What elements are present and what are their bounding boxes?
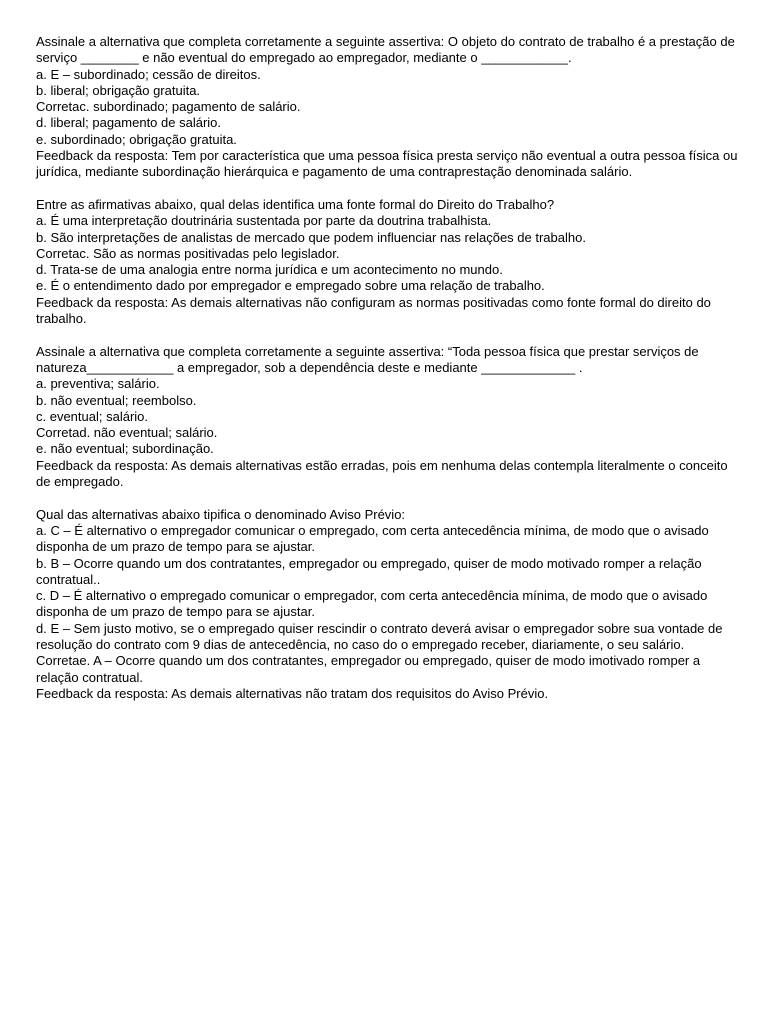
option-d: d. liberal; pagamento de salário. — [36, 115, 222, 131]
option-a: a. É uma interpretação doutrinária sustentada por parte da doutrina trabalhista. — [36, 213, 492, 229]
document-page — [36, 34, 744, 718]
question-block-1 — [36, 34, 744, 181]
question-text: Qual das alternativas abaixo tipifica o denominado Aviso Prévio: — [36, 506, 406, 522]
option-b: b. São interpretações de analistas de mercado que podem influenciar nas relações de trabalho. — [36, 229, 586, 245]
option-c-correct: Corretac. São as normas positivadas pelo legislador. — [36, 245, 340, 261]
option-e-correct: Corretae. A – Ocorre quando um dos contratantes, empregador ou empregado, quiser de modo imotivado romper a relação contratual. — [36, 653, 701, 685]
feedback-text: Feedback da resposta: Tem por característica que uma pessoa física presta serviço não eventual a outra pessoa física ou jurídica, mediante subordinação hierárquica e pagamento de uma contraprestação denominada salário. — [36, 148, 738, 180]
question-text: Entre as afirmativas abaixo, qual delas identifica uma fonte formal do Direito do Trabalho? — [36, 196, 555, 212]
option-e: e. É o entendimento dado por empregador e empregado sobre uma relação de trabalho. — [36, 278, 545, 294]
option-d-correct: Corretad. não eventual; salário. — [36, 425, 218, 441]
option-c: c. D – É alternativo o empregado comunicar o empregador, com certa antecedência mínima, de modo que o avisado disponha de um prazo de tempo para se ajustar. — [36, 588, 708, 620]
option-a: a. E – subordinado; cessão de direitos. — [36, 66, 261, 82]
feedback-text: Feedback da resposta: As demais alternativas estão erradas, pois em nenhuma delas contempla literalmente o conceito de empregado. — [36, 457, 728, 490]
option-e: e. não eventual; subordinação. — [36, 441, 214, 457]
feedback-text: Feedback da resposta: As demais alternativas não tratam dos requisitos do Aviso Prévio. — [36, 685, 549, 701]
option-b: b. não eventual; reembolso. — [36, 392, 197, 408]
option-c-correct: Corretac. subordinado; pagamento de salário. — [36, 99, 301, 115]
question-text: Assinale a alternativa que completa corretamente a seguinte assertiva: O objeto do contrato de trabalho é a prestação de serviço ________ e não eventual do empregado ao empregador, mediante o ____________. — [36, 34, 735, 66]
question-block-4 — [36, 507, 744, 703]
option-d: d. Trata-se de uma analogia entre norma jurídica e um acontecimento no mundo. — [36, 262, 503, 278]
question-block-3 — [36, 344, 744, 491]
option-c: c. eventual; salário. — [36, 408, 149, 424]
option-b: b. B – Ocorre quando um dos contratantes, empregador ou empregado, quiser de modo motivado romper a relação contratual.. — [36, 555, 702, 587]
option-a: a. preventiva; salário. — [36, 376, 160, 392]
option-e: e. subordinado; obrigação gratuita. — [36, 131, 237, 147]
option-d: d. E – Sem justo motivo, se o empregado quiser rescindir o contrato deverá avisar o empregador sobre sua vontade de resolução do contrato com 9 dias de antecedência, no caso do o empregado receber, diariamente, o seu salário. — [36, 620, 723, 652]
question-text: Assinale a alternativa que completa corretamente a seguinte assertiva: “Toda pessoa física que prestar serviços de natureza____________ a empregador, sob a dependência deste e mediante _____________ . — [36, 343, 699, 375]
option-b: b. liberal; obrigação gratuita. — [36, 82, 201, 98]
question-block-2 — [36, 197, 744, 327]
feedback-text: Feedback da resposta: As demais alternativas não configuram as normas positivadas como fonte formal do direito do trabalho. — [36, 294, 711, 327]
option-a: a. C – É alternativo o empregador comunicar o empregado, com certa antecedência mínima, de modo que o avisado disponha de um prazo de tempo para se ajustar. — [36, 522, 709, 555]
